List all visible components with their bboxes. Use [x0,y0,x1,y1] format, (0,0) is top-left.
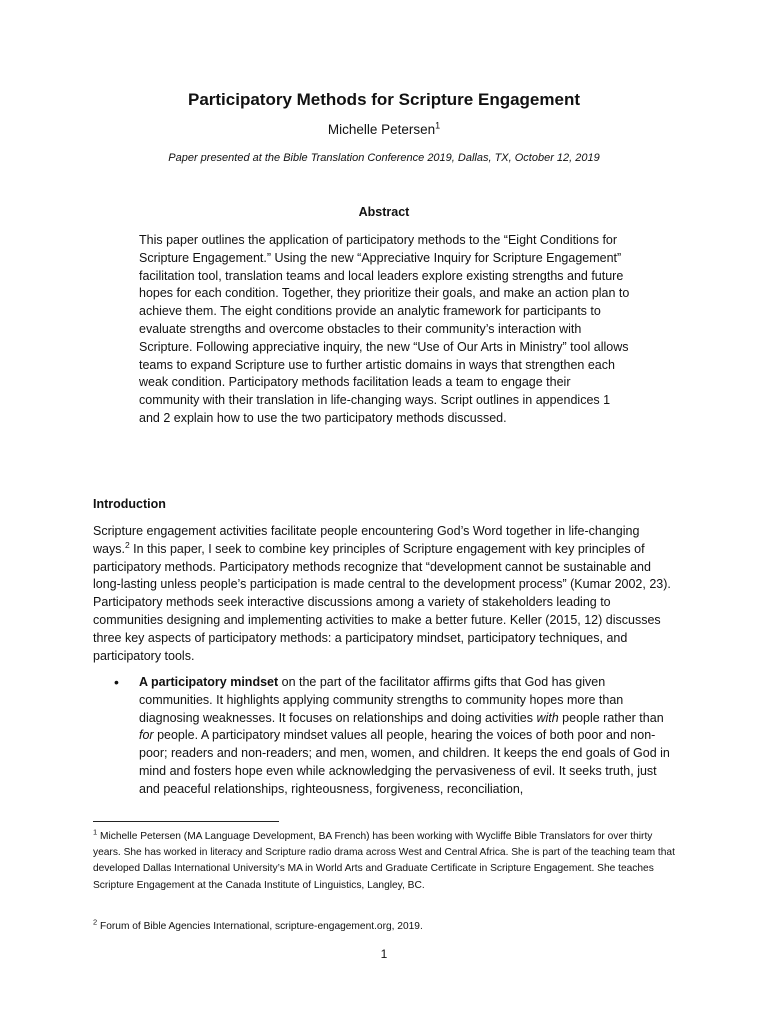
introduction-paragraph-rest: In this paper, I seek to combine key principles of Scripture engagement with key principles of participatory methods. Participatory methods recognize that “development cannot be sustainable and long-lasting unless people’s participation is made central to the development process” (Kumar 2002, 23). Participatory methods seek interactive discussions among a variety of stakeholders leading to communities designing and implementing activities to make a better future. Keller (2015, 12) discusses three key aspects of participatory methods: a participatory mindset, participatory techniques, and participatory tools. [93,541,671,663]
bullet-marker: • [114,674,119,690]
introduction-heading: Introduction [93,497,166,511]
introduction-paragraph-start: Scripture engagement activities facilitate people encountering God’s Word together in life-changing ways. [93,524,640,556]
footnote-2 [93,919,678,935]
bullet-italic-for: for [139,728,154,743]
introduction-paragraph [93,523,675,665]
footnote-1-text: Michelle Petersen (MA Language Development, BA French) has been working with Wycliffe Bible Translators for over thirty years. She has worked in literacy and Scripture radio drama across West and Central Africa. She is part of the teaching team that developed Dallas International University’s MA in World Arts and Graduate Certificate in Scripture Engagement. She teaches Scripture Engagement at the Canada Institute of Linguistics, Langley, BC. [93,831,675,891]
bullet-text-1: on the part of the facilitator affirms gifts that God has given communities. It highlights applying community strengths to community hopes more than diagnosing weaknesses. It focuses on relationships and doing activities [139,675,624,725]
list-item [93,674,678,799]
abstract-heading: Abstract [358,205,410,219]
author-name: Michelle Petersen [327,122,436,137]
bullet-text-2: people rather than [558,710,664,725]
conference-note: Paper presented at the Bible Translation Conference 2019, Dallas, TX, October 12, 2019 [168,152,600,164]
bullet-text-3: people. A participatory mindset values all people, hearing the voices of both poor and non-poor; readers and non-readers; and men, women, and children. It keeps the end goals of God in mind and fosters hope even while acknowledging the pervasiveness of evil. It seeks truth, just and peaceful relationships, righteousness, forgiveness, reconciliation, [139,728,670,796]
footnote-1-marker: 1 [93,827,98,837]
paper-title: Participatory Methods for Scripture Engagement [187,90,580,109]
bullet-italic-with: with [536,710,559,725]
abstract-body: This paper outlines the application of participatory methods to the “Eight Conditions for Scripture Engagement.” Using the new “Appreciative Inquiry for Scripture Engagement” facilitation tool, translation teams and local leaders explore existing strengths and future hopes for each condition. Together, they prioritize their goals, and make an action plan to achieve them. The eight conditions provide an analytic framework for participants to evaluate strengths and overcome obstacles to their community’s interaction with Scripture. Following appreciative inquiry, the new “Use of Our Arts in Ministry” tool allows teams to expand Scripture use to further artistic domains in ways that strengthen each weak condition. Participatory methods facilitation leads a team to engage their community with their translation in life-changing ways. Script outlines in appendices 1 and 2 explain how to use the two participatory methods discussed. [139,233,630,425]
bullet-list [93,674,678,799]
page-number: 1 [380,947,388,961]
footnote-2-marker: 2 [93,917,98,927]
footnote-separator [93,821,279,822]
bullet-bold-lead: A participatory mindset [139,675,279,689]
author-footnote-marker: 1 [435,120,441,131]
author-line [0,121,768,139]
footnote-1 [93,829,678,894]
footnote-2-text: Forum of Bible Agencies International, scripture-engagement.org, 2019. [97,921,423,932]
footnote-2-reference: 2 [124,539,130,550]
